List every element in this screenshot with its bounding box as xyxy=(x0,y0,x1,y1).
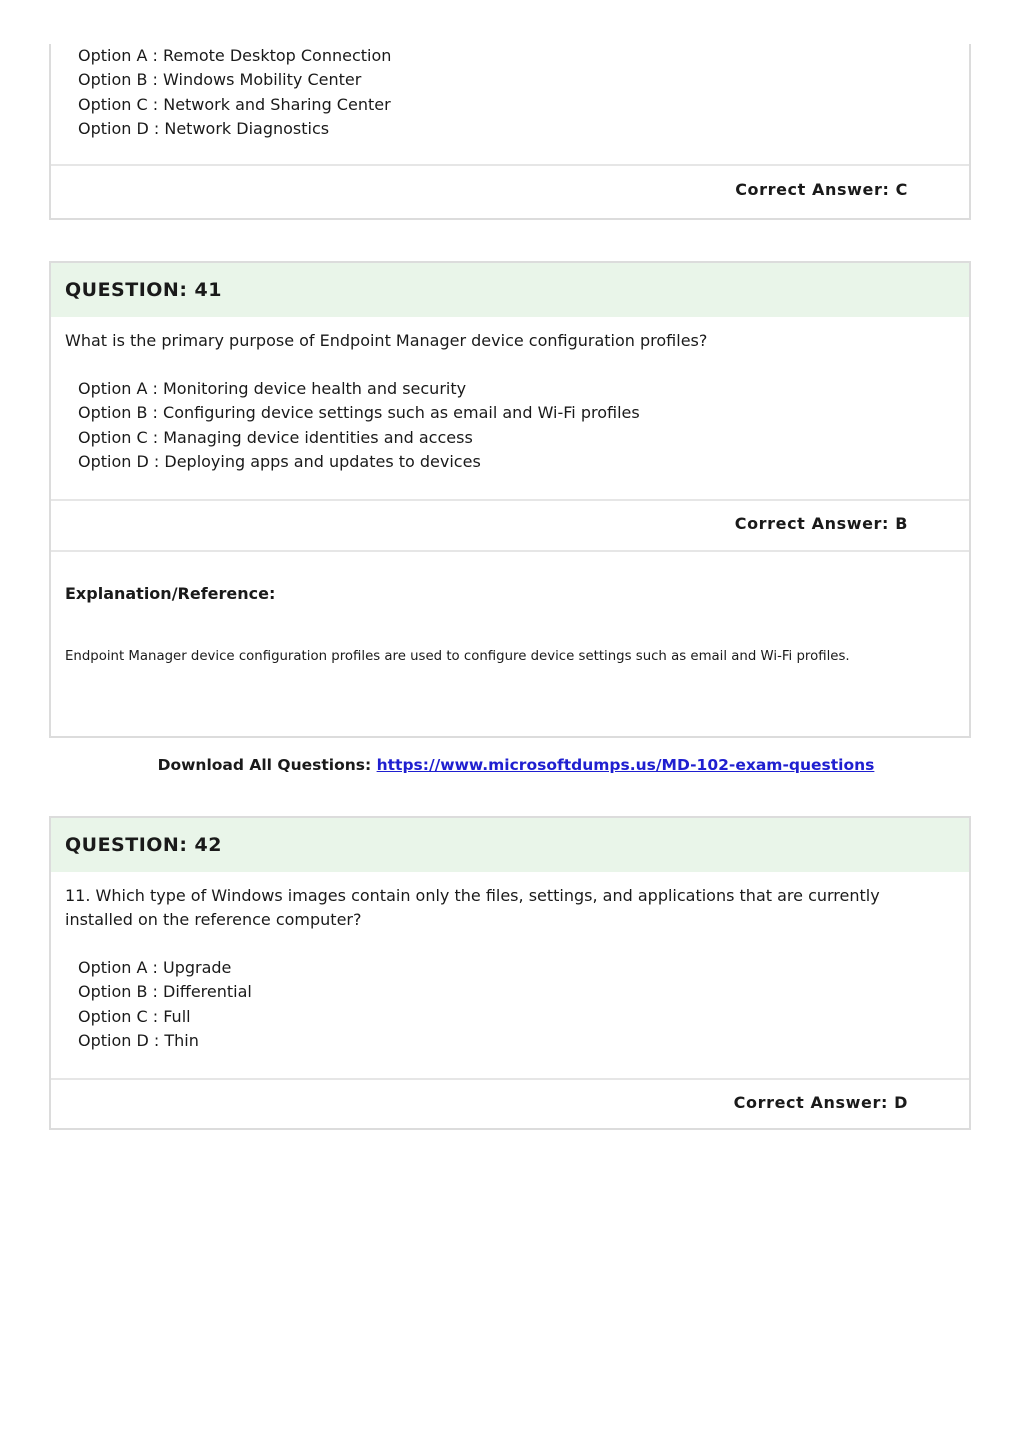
download-link[interactable]: https://www.microsoftdumps.us/MD-102-exam-questions xyxy=(376,756,875,774)
option-a: Option A : Monitoring device health and security xyxy=(78,379,467,398)
answer-row xyxy=(51,1078,969,1130)
question-title: QUESTION: 41 xyxy=(51,263,969,317)
question-text: 11. Which type of Windows images contain only the files, settings, and applications that are currently installed on the reference computer? xyxy=(65,886,880,929)
answer-row xyxy=(51,499,969,551)
options-list xyxy=(51,353,969,474)
correct-answer: Correct Answer: B xyxy=(734,514,908,533)
option-d: Option D : Thin xyxy=(78,1030,199,1050)
option-c: Option C : Network and Sharing Center xyxy=(78,94,391,114)
question-card-42 xyxy=(49,816,971,1130)
options-list xyxy=(51,932,969,1053)
option-b: Option B : Differential xyxy=(78,982,252,1002)
option-c: Option C : Full xyxy=(78,1006,191,1026)
correct-answer: Correct Answer: C xyxy=(735,180,908,199)
option-a: Option A : Upgrade xyxy=(78,958,232,977)
explanation-title: Explanation/Reference: xyxy=(65,584,276,603)
question-card-41 xyxy=(49,261,971,738)
explanation-text: Endpoint Manager device configuration profiles are used to configure device settings such as email and Wi-Fi profiles. xyxy=(65,649,850,664)
option-d: Option D : Deploying apps and updates to devices xyxy=(78,451,481,471)
download-label: Download All Questions: xyxy=(157,756,372,774)
option-b: Option B : Configuring device settings such as email and Wi-Fi profiles xyxy=(78,403,640,423)
option-c: Option C : Managing device identities and access xyxy=(78,427,473,447)
question-text: What is the primary purpose of Endpoint Manager device configuration profiles? xyxy=(65,331,708,350)
option-b: Option B : Windows Mobility Center xyxy=(78,70,362,90)
answer-row xyxy=(51,164,969,218)
download-line xyxy=(0,756,1024,774)
explanation-section xyxy=(51,550,969,737)
option-d: Option D : Network Diagnostics xyxy=(78,118,330,138)
options-list xyxy=(51,44,969,141)
question-title: QUESTION: 42 xyxy=(51,818,969,872)
question-card-prev xyxy=(49,44,971,220)
option-a: Option A : Remote Desktop Connection xyxy=(78,46,392,65)
correct-answer: Correct Answer: D xyxy=(733,1093,908,1112)
